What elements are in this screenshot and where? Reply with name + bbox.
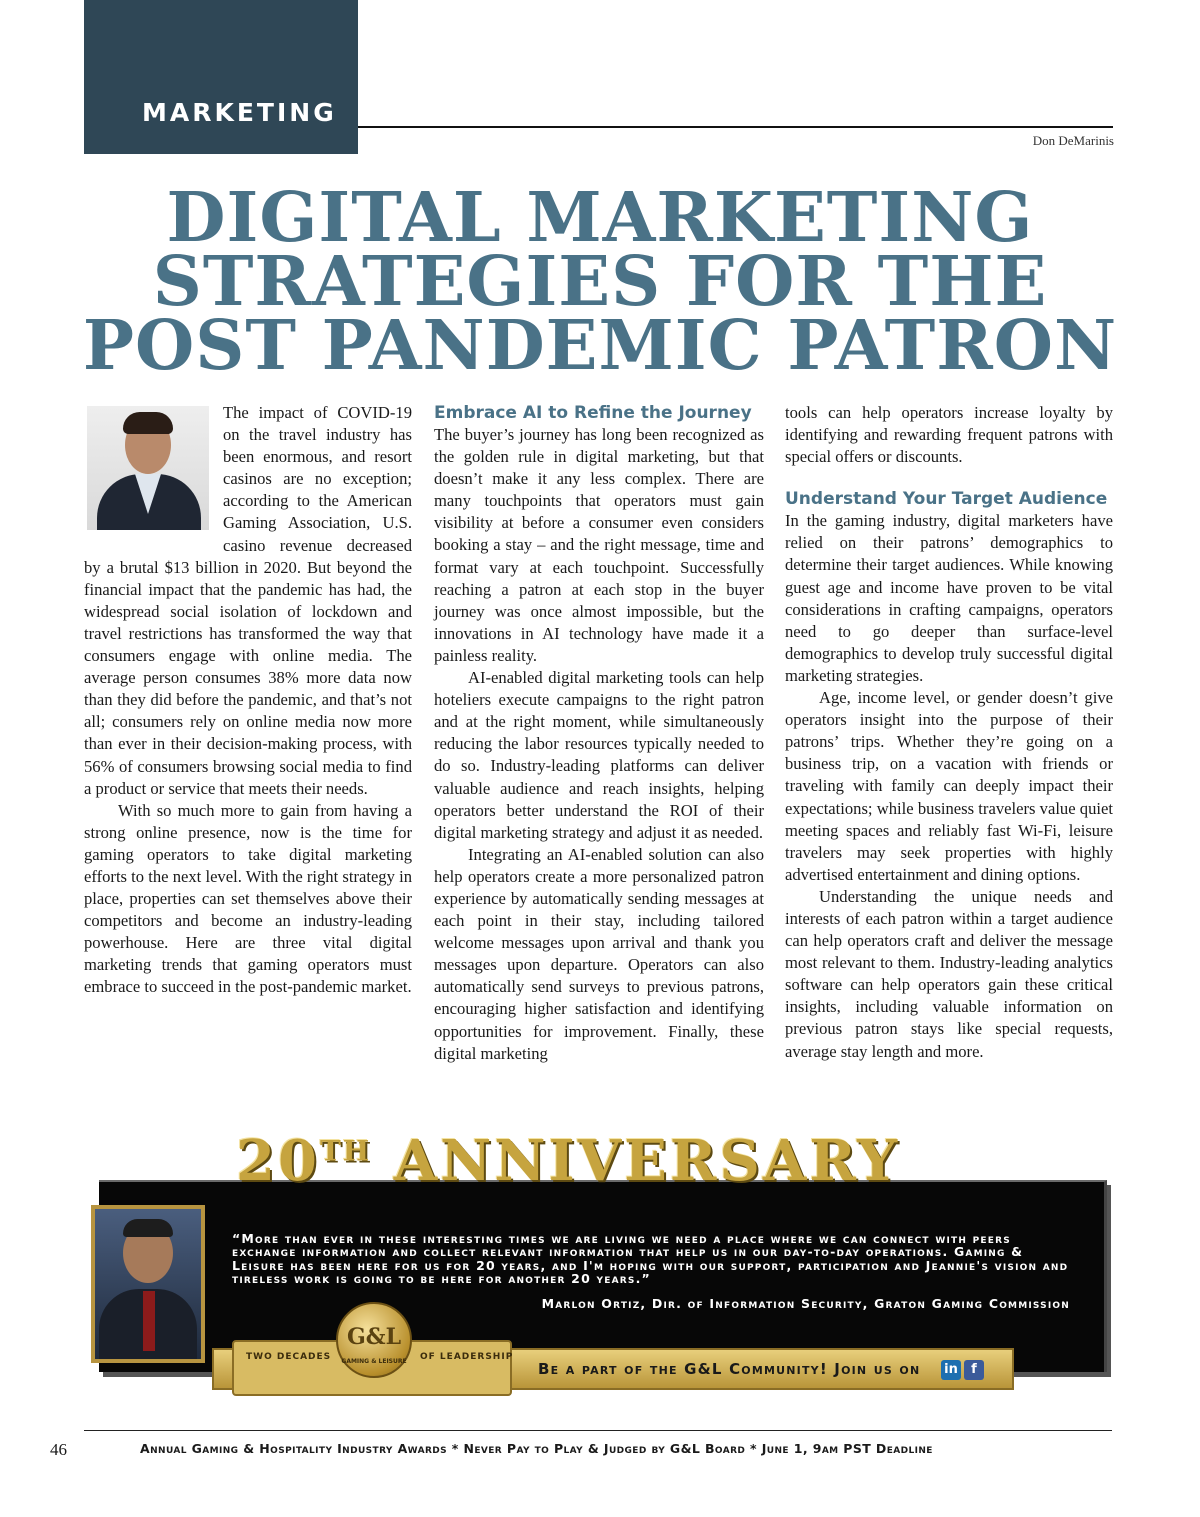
facebook-icon[interactable]: f <box>964 1360 984 1380</box>
article-title: DIGITAL MARKETING STRATEGIES FOR THE POST PANDEMIC PATRON <box>82 178 1118 386</box>
ribbon-left-text: TWO DECADES <box>246 1352 332 1362</box>
section-heading: Embrace AI to Refine the Journey <box>434 403 752 423</box>
paragraph: Age, income level, or gender doesn’t give operators insight into the purpose of their patrons’ trips. Whether they’re going on a business trip, on a vacation with friends or traveling with family can deeply impact their expectations; while business travelers value quiet meeting spaces and reliably fast Wi-Fi, leisure travelers may seek properties with highly advertised entertainment and dining options. <box>785 688 1113 884</box>
author-photo <box>87 406 209 530</box>
paragraph: The impact of COVID-19 on the travel industry has been enormous, and resort casinos are no exception; according to the American Gaming Association, U.S. casino revenue decreased by a brutal $13 billion in 2020. But beyond the financial impact that the pandemic has had, the widespread social isolation of lockdown and travel restrictions has transformed the way that consumers engage with online media. The average person consumes 38% more data now than they did before the pandemic, and that’s not all; consumers rely on online media now more than ever in their decision-making process, with 56% of consumers browsing social media to find a product or service that meets their needs. <box>84 403 412 798</box>
paragraph: Integrating an AI-enabled solution can also help operators create a more personalized patron experience by automatically sending messages at each point in their stay, including tailored welcome messages upon arrival and thank you messages upon departure. Operators can also automatically send surveys to previous patrons, encouraging higher satisfaction and identifying opportunities for improvement. Finally, these digital marketing <box>434 844 764 1063</box>
paragraph: The buyer’s journey has long been recognized as the golden rule in digital marketing, but that doesn’t make it any less complex. There are many touchpoints that operators must gain visibility at before a consumer even considers booking a stay – and the right message, time and format vary at each touchpoint. Successfully reaching a patron at each stop in the buyer journey was once almost impossible, but the innovations in AI technology have made it a painless reality. <box>434 425 764 665</box>
article-column-3 <box>785 402 1113 1063</box>
paragraph: With so much more to gain from having a strong online presence, now is the time for gaming operators to take digital marketing efforts to the next level. With the right strategy in place, properties can set themselves above their competitors and become an industry-leading powerhouse. Here are three vital digital marketing trends that gaming operators must embrace to succeed in the post-pandemic market. <box>84 800 412 997</box>
testimonial-photo <box>91 1205 205 1363</box>
paragraph: tools can help operators increase loyalty by identifying and rewarding frequent patrons with special offers or discounts. <box>785 403 1113 467</box>
paragraph: In the gaming industry, digital marketers have relied on their patrons’ demographics to determine their target audiences. While knowing guest age and income have proven to be vital considerations in crafting campaigns, operators need to go deeper than surface-level demographics to develop truly successful digital marketing strategies. <box>785 511 1113 685</box>
article-column-1 <box>84 402 412 999</box>
testimonial-attribution: Marlon Ortiz, Dir. of Information Security, Graton Gaming Commission <box>541 1296 1070 1311</box>
linkedin-icon[interactable]: in <box>941 1360 961 1380</box>
medal-sub-label: GAMING & LEISURE <box>341 1358 407 1365</box>
footer-banner-text: Annual Gaming & Hospitality Industry Awards * Never Pay to Play & Judged by G&L Board * June 1, 9am PST Deadline <box>140 1441 933 1456</box>
article-column-2 <box>434 402 764 1065</box>
ribbon-right-text: OF LEADERSHIP <box>420 1352 514 1362</box>
section-label: MARKETING <box>142 98 337 127</box>
testimonial-quote: “More than ever in these interesting times we are living we need a place where we can connect with peers exchange information and collect relevant information that help us in our day-to-day operations. Gaming & Leisure has been here for us for 20 years, and I'm hoping with our support, participation and Jeannie's vision and tireless work is going to be here for another 20 years.” <box>232 1231 1069 1287</box>
paragraph: Understanding the unique needs and interests of each patron within a target audience can help operators craft and deliver the message most relevant to them. Industry-leading analytics software can help operators gain these critical insights, including valuable information on previous patron stays like special requests, average stay length and more. <box>785 886 1113 1061</box>
page-number: 46 <box>50 1440 67 1459</box>
section-heading: Understand Your Target Audience <box>785 489 1108 510</box>
author-name: Don DeMarinis <box>1032 133 1114 148</box>
medal-label: G&L <box>346 1324 402 1350</box>
header-rule <box>358 126 1113 128</box>
paragraph: AI-enabled digital marketing tools can help hoteliers execute campaigns to the right patron and at the right moment, while simultaneously reducing the labor resources typically needed to do so. Industry-leading platforms can deliver valuable audience and reach insights, helping operators better understand the ROI of their digital marketing strategy and adjust it as needed. <box>434 668 764 842</box>
ad-title: 20TH ANNIVERSARY <box>236 1128 901 1194</box>
ad-cta-text: Be a part of the G&L Community! Join us on <box>538 1360 921 1378</box>
footer-rule <box>84 1430 1112 1431</box>
section-banner <box>84 0 358 154</box>
